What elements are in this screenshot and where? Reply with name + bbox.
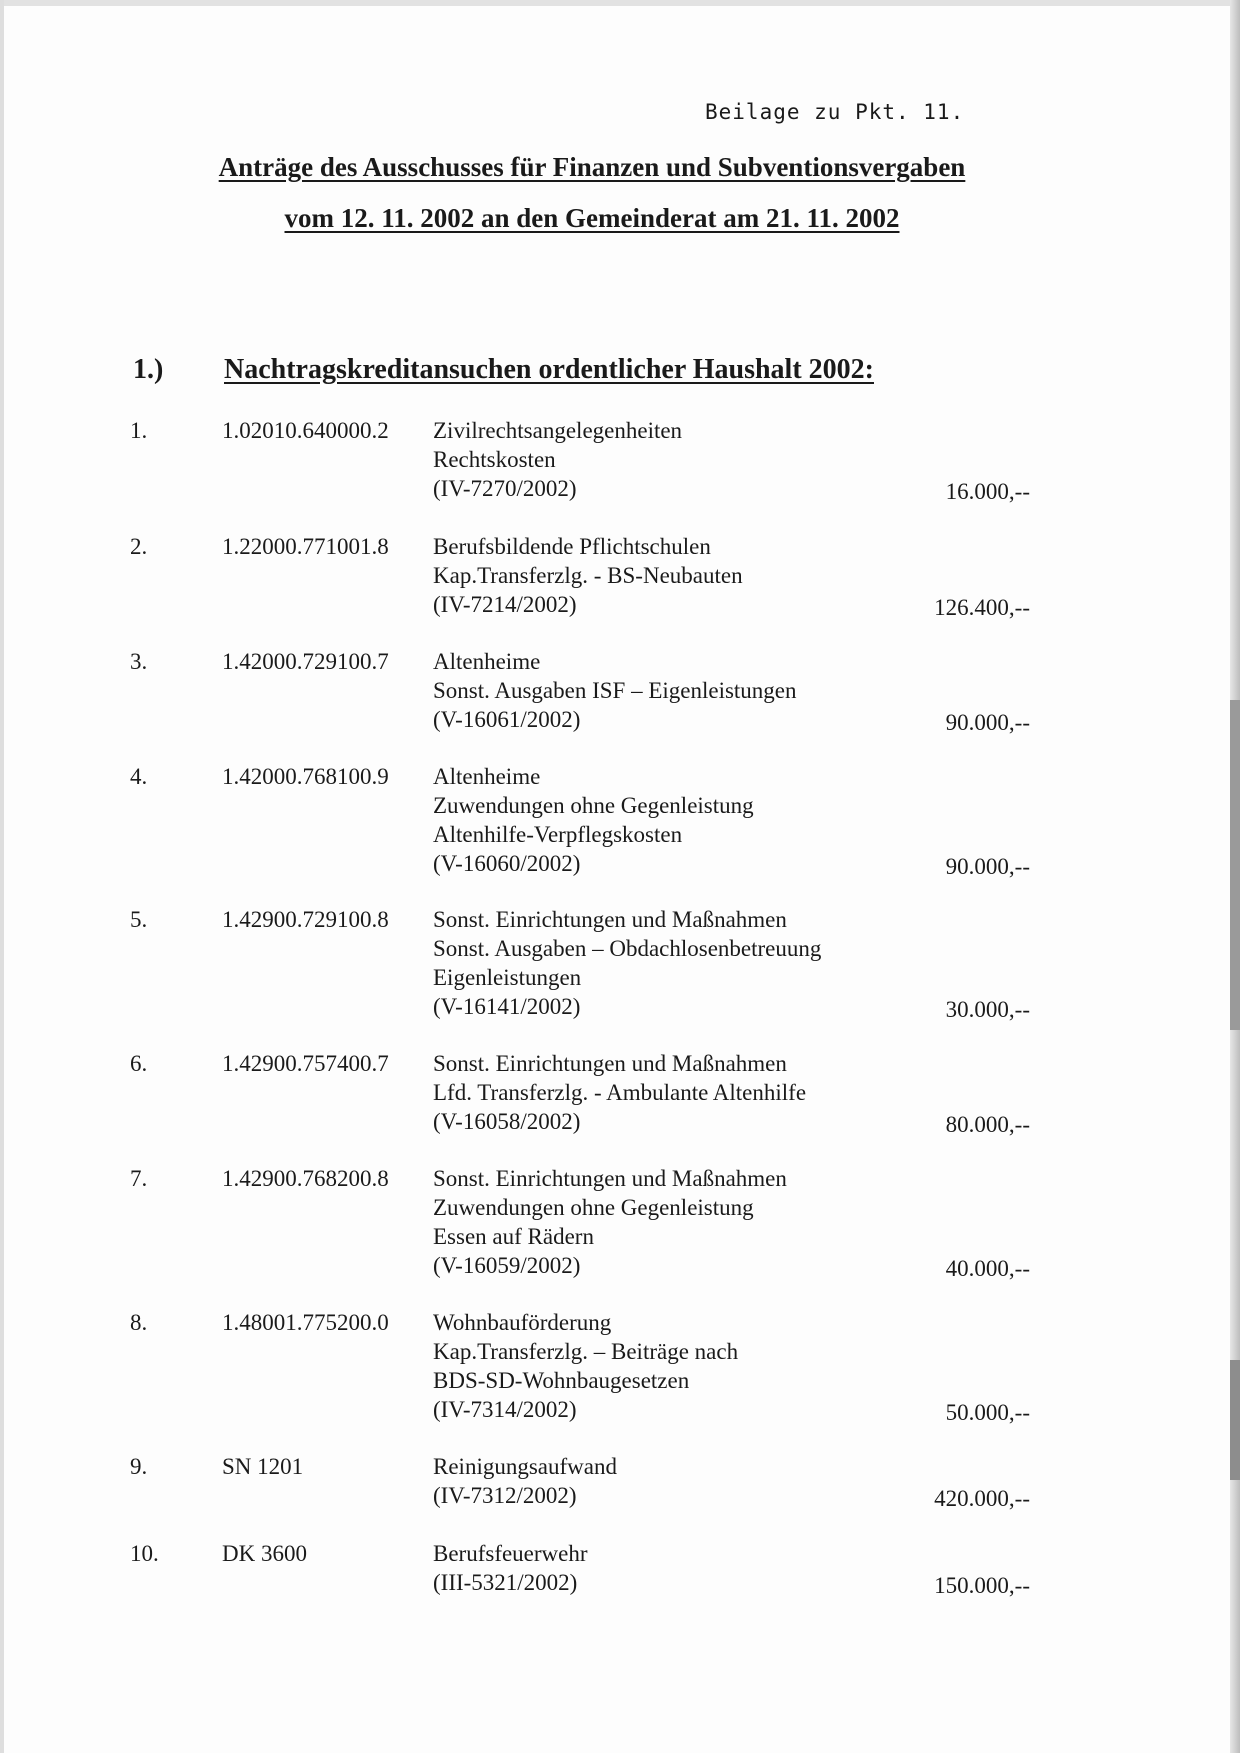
entry-description: [433, 762, 754, 878]
section-title: Nachtragskreditansuchen ordentlicher Haushalt 2002:: [224, 354, 874, 385]
entry-account: SN 1201: [222, 1454, 304, 1479]
entry-description: [433, 647, 797, 734]
entry-line: Sonst. Einrichtungen und Maßnahmen: [433, 1051, 787, 1076]
entry-line: (V-16058/2002): [433, 1109, 581, 1134]
entry-line: Berufsbildende Pflichtschulen: [433, 534, 711, 559]
entry-line: Essen auf Rädern: [433, 1224, 594, 1249]
entry-account: 1.42900.768200.8: [222, 1166, 389, 1191]
entry-number: 5.: [130, 907, 148, 932]
document-title-line-2: vom 12. 11. 2002 an den Gemeinderat am 21. 11. 2002: [284, 203, 900, 233]
document-title-line-1: Anträge des Ausschusses für Finanzen und Subventionsvergaben: [218, 152, 966, 182]
entry-description: [433, 1539, 588, 1597]
entry-amount: 40.000,--: [945, 1256, 1030, 1281]
entry-amount: 50.000,--: [945, 1400, 1030, 1425]
entry-line: Altenheime: [433, 649, 541, 674]
entry-line: Sonst. Einrichtungen und Maßnahmen: [433, 1166, 787, 1191]
entry-line: Reinigungsaufwand: [433, 1454, 617, 1479]
entry-line: (V-16060/2002): [433, 851, 581, 876]
entry-number: 3.: [130, 649, 148, 674]
section-number: 1.): [133, 354, 164, 385]
entry-line: (IV-7214/2002): [433, 592, 577, 617]
scan-edge-right-shadow-lower: [1230, 1360, 1240, 1480]
entry-account: 1.42900.729100.8: [222, 907, 389, 932]
entry-line: (III-5321/2002): [433, 1570, 578, 1595]
entry-line: (V-16141/2002): [433, 994, 581, 1019]
entry-account: 1.22000.771001.8: [222, 534, 389, 559]
entry-line: Sonst. Ausgaben ISF – Eigenleistungen: [433, 678, 797, 703]
entry-account: DK 3600: [222, 1541, 307, 1566]
entry-line: Zivilrechtsangelegenheiten: [433, 418, 683, 443]
entry-line: Sonst. Einrichtungen und Maßnahmen: [433, 907, 787, 932]
entry-description: [433, 905, 821, 1021]
entry-line: (IV-7312/2002): [433, 1483, 577, 1508]
entry-amount: 80.000,--: [945, 1112, 1030, 1137]
entry-number: 10.: [130, 1541, 159, 1566]
entry-line: (IV-7314/2002): [433, 1397, 577, 1422]
entry-line: (IV-7270/2002): [433, 476, 577, 501]
scan-edge-left: [0, 0, 4, 1753]
entry-line: Kap.Transferzlg. – Beiträge nach: [433, 1339, 739, 1364]
entry-account: 1.42000.729100.7: [222, 649, 389, 674]
entry-line: Eigenleistungen: [433, 965, 582, 990]
entry-number: 4.: [130, 764, 148, 789]
entry-amount: 90.000,--: [945, 710, 1030, 735]
entry-number: 9.: [130, 1454, 148, 1479]
entry-number: 6.: [130, 1051, 148, 1076]
entry-description: [433, 416, 682, 503]
entry-amount: 150.000,--: [934, 1573, 1030, 1598]
entry-line: (V-16061/2002): [433, 707, 581, 732]
entry-description: [433, 1308, 738, 1424]
entry-line: (V-16059/2002): [433, 1253, 581, 1278]
entry-line: Altenhilfe-Verpflegskosten: [433, 822, 683, 847]
entry-amount: 30.000,--: [945, 997, 1030, 1022]
entry-number: 7.: [130, 1166, 148, 1191]
entry-line: Berufsfeuerwehr: [433, 1541, 588, 1566]
entry-number: 2.: [130, 534, 148, 559]
entry-description: [433, 1452, 617, 1510]
entry-amount: 90.000,--: [945, 854, 1030, 879]
entry-line: Rechtskosten: [433, 447, 556, 472]
entry-line: Wohnbauförderung: [433, 1310, 612, 1335]
entry-account: 1.42900.757400.7: [222, 1051, 389, 1076]
entry-description: [433, 1049, 806, 1136]
entry-amount: 126.400,--: [934, 595, 1030, 620]
entry-number: 1.: [130, 418, 148, 443]
entry-line: Kap.Transferzlg. - BS-Neubauten: [433, 563, 743, 588]
entry-description: [433, 532, 743, 619]
entry-number: 8.: [130, 1310, 148, 1335]
entry-account: 1.48001.775200.0: [222, 1310, 389, 1335]
attachment-reference: Beilage zu Pkt. 11.: [705, 100, 965, 124]
entry-description: [433, 1164, 787, 1280]
entry-amount: 420.000,--: [934, 1486, 1030, 1511]
scan-edge-top: [0, 0, 1240, 6]
entry-line: Sonst. Ausgaben – Obdachlosenbetreuung: [433, 936, 822, 961]
entry-account: 1.42000.768100.9: [222, 764, 389, 789]
entry-account: 1.02010.640000.2: [222, 418, 389, 443]
entry-line: BDS-SD-Wohnbaugesetzen: [433, 1368, 690, 1393]
entry-amount: 16.000,--: [945, 479, 1030, 504]
entry-line: Zuwendungen ohne Gegenleistung: [433, 1195, 754, 1220]
entry-line: Zuwendungen ohne Gegenleistung: [433, 793, 754, 818]
scan-edge-right-shadow: [1230, 700, 1240, 1030]
entry-line: Altenheime: [433, 764, 541, 789]
entry-line: Lfd. Transferzlg. - Ambulante Altenhilfe: [433, 1080, 807, 1105]
